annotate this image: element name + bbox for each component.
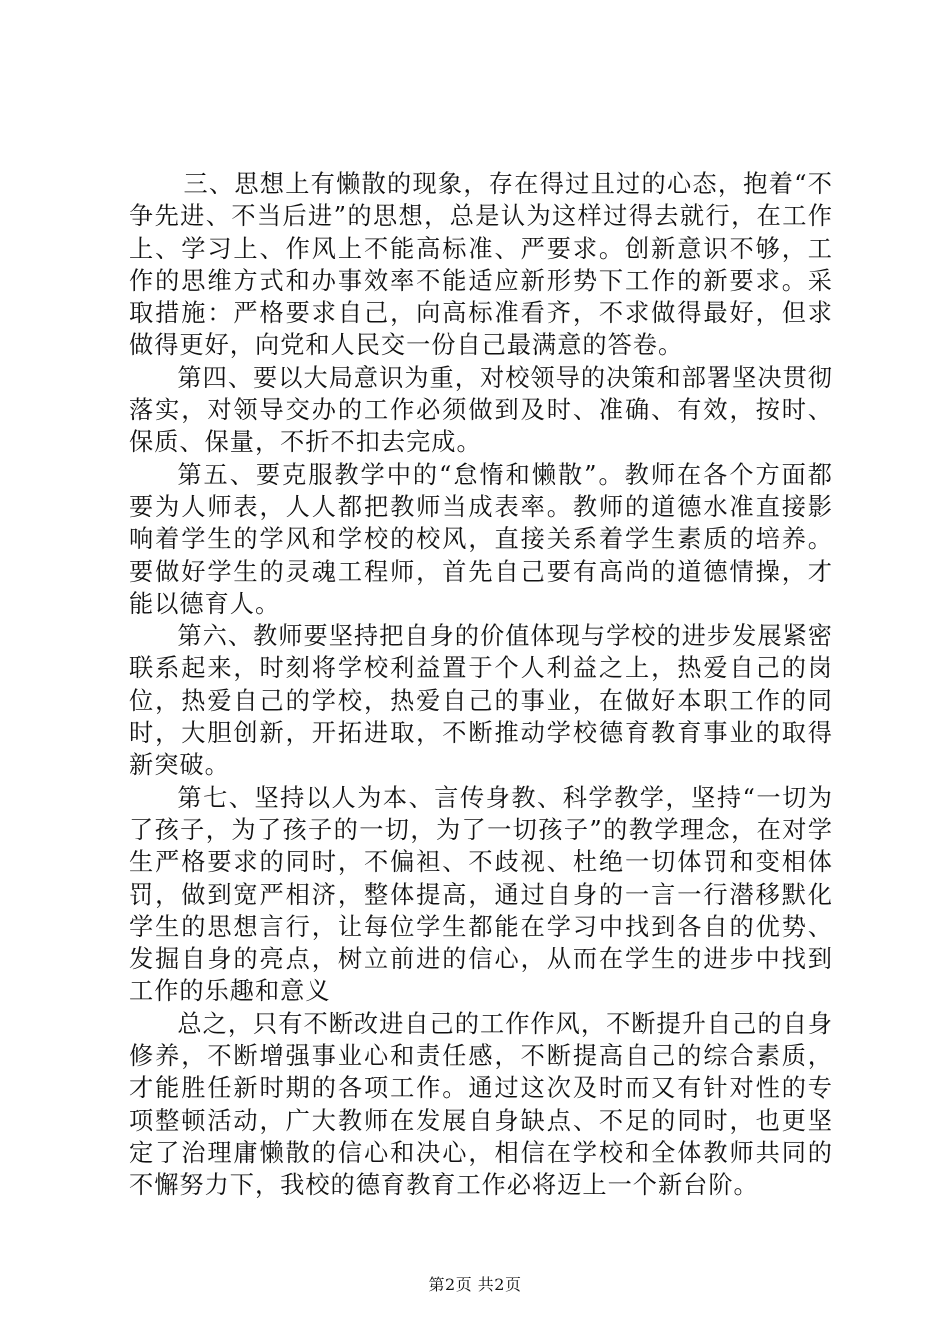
paragraph-5: 第五、要克服教学中的“怠惰和懒散”。教师在各个方面都要为人师表，人人都把教师当成表率。教师的道德水准直接影响着学生的学风和学校的校风，直接关系着学生素质的培养。要做好学生的灵魂工程师，首先自己要有高尚的道德情操，才能以德育人。	[129, 460, 833, 618]
paragraph-3: 三、思想上有懒散的现象，存在得过且过的心态，抱着“不争先进、不当后进”的思想，总是认为这样过得去就行，在工作上、学习上、作风上不能高标准、严要求。创新意识不够，工作的思维方式和办事效率不能适应新形势下工作的新要求。采取措施：严格要求自己，向高标准看齐，不求做得最好，但求做得更好，向党和人民交一份自己最满意的答卷。	[129, 170, 833, 360]
page-number-footer: 第2页 共2页	[428, 1275, 522, 1294]
paragraph-conclusion: 总之，只有不断改进自己的工作作风，不断提升自己的自身修养，不断增强事业心和责任感，不断提高自己的综合素质，才能胜任新时期的各项工作。通过这次及时而又有针对性的专项整顿活动，广大教师在发展自身缺点、不足的同时，也更坚定了治理庸懒散的信心和决心，相信在学校和全体教师共同的不懈努力下，我校的德育教育工作必将迈上一个新台阶。	[129, 1009, 833, 1200]
paragraph-6: 第六、教师要坚持把自身的价值体现与学校的进步发展紧密联系起来，时刻将学校利益置于个人利益之上，热爱自己的岗位，热爱自己的学校，热爱自己的事业，在做好本职工作的同时，大胆创新，开拓进取，不断推动学校德育教育事业的取得新突破。	[129, 622, 833, 780]
paragraph-7: 第七、坚持以人为本、言传身教、科学教学，坚持“一切为了孩子，为了孩子的一切，为了一切孩子”的教学理念，在对学生严格要求的同时，不偏袒、不歧视、杜绝一切体罚和变相体罚，做到宽严相济，整体提高，通过自身的一言一行潜移默化学生的思想言行，让每位学生都能在学习中找到各自的优势、发掘自身的亮点，树立前进的信心，从而在学生的进步中找到工作的乐趣和意义	[129, 783, 833, 1006]
paragraph-4: 第四、要以大局意识为重，对校领导的决策和部署坚决贯彻落实，对领导交办的工作必须做到及时、准确、有效，按时、保质、保量，不折不扣去完成。	[129, 363, 833, 457]
document-body	[129, 168, 833, 1202]
